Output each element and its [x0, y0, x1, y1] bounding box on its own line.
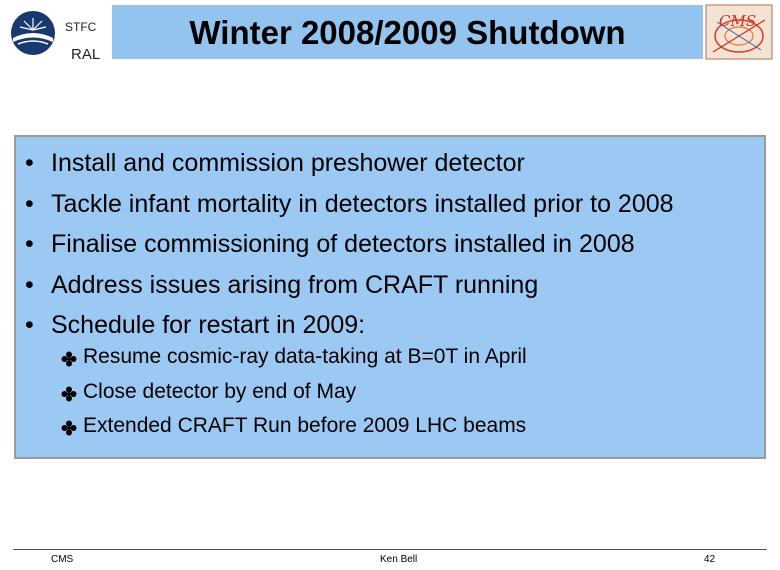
title-bar [112, 5, 703, 59]
bullet-item [16, 265, 674, 306]
bullet-item [16, 224, 674, 265]
bullet-text: Address issues arising from CRAFT running [51, 270, 539, 299]
bullet-item [16, 184, 674, 225]
diamond-bullet-icon [61, 420, 77, 436]
slide-title: Winter 2008/2009 Shutdown [189, 14, 626, 51]
bullet-list [16, 143, 674, 346]
sub-bullet-text: Resume cosmic-ray data-taking at B=0T in April [83, 345, 527, 368]
diamond-bullet-icon [61, 386, 77, 402]
bullet-dot-icon: • [25, 149, 34, 177]
cms-logo [705, 4, 773, 60]
bullet-dot-icon: • [25, 189, 34, 218]
bullet-text: Tackle infant mortality in detectors installed prior to 2008 [51, 189, 674, 218]
stfc-label: STFC [65, 20, 97, 34]
bullet-dot-icon: • [25, 311, 34, 339]
footer-page-number: 42 [704, 554, 716, 565]
stfc-sunrise-icon [8, 8, 60, 58]
stfc-ral-logo [8, 8, 108, 63]
bullet-text: Install and commission preshower detector [51, 149, 525, 177]
diamond-bullet-icon [61, 351, 77, 367]
bullet-text: Schedule for restart in 2009: [51, 311, 366, 339]
footer-left-label: CMS [51, 554, 74, 565]
cms-logo-text: CMS [719, 12, 757, 30]
bullet-text: Finalise commissioning of detectors installed in 2008 [51, 230, 635, 258]
sub-bullet-item [61, 409, 527, 444]
sub-bullet-item [61, 340, 527, 375]
bullet-dot-icon: • [25, 230, 34, 258]
ral-label: RAL [71, 46, 101, 63]
content-panel [14, 135, 766, 459]
bullet-item [16, 143, 674, 184]
sub-bullet-list [61, 340, 527, 444]
footer-author: Ken Bell [380, 554, 418, 565]
bullet-dot-icon: • [25, 270, 34, 299]
sub-bullet-text: Close detector by end of May [83, 379, 357, 403]
footer-divider [13, 549, 767, 550]
sub-bullet-text: Extended CRAFT Run before 2009 LHC beams [83, 414, 527, 437]
sub-bullet-item [61, 375, 527, 410]
